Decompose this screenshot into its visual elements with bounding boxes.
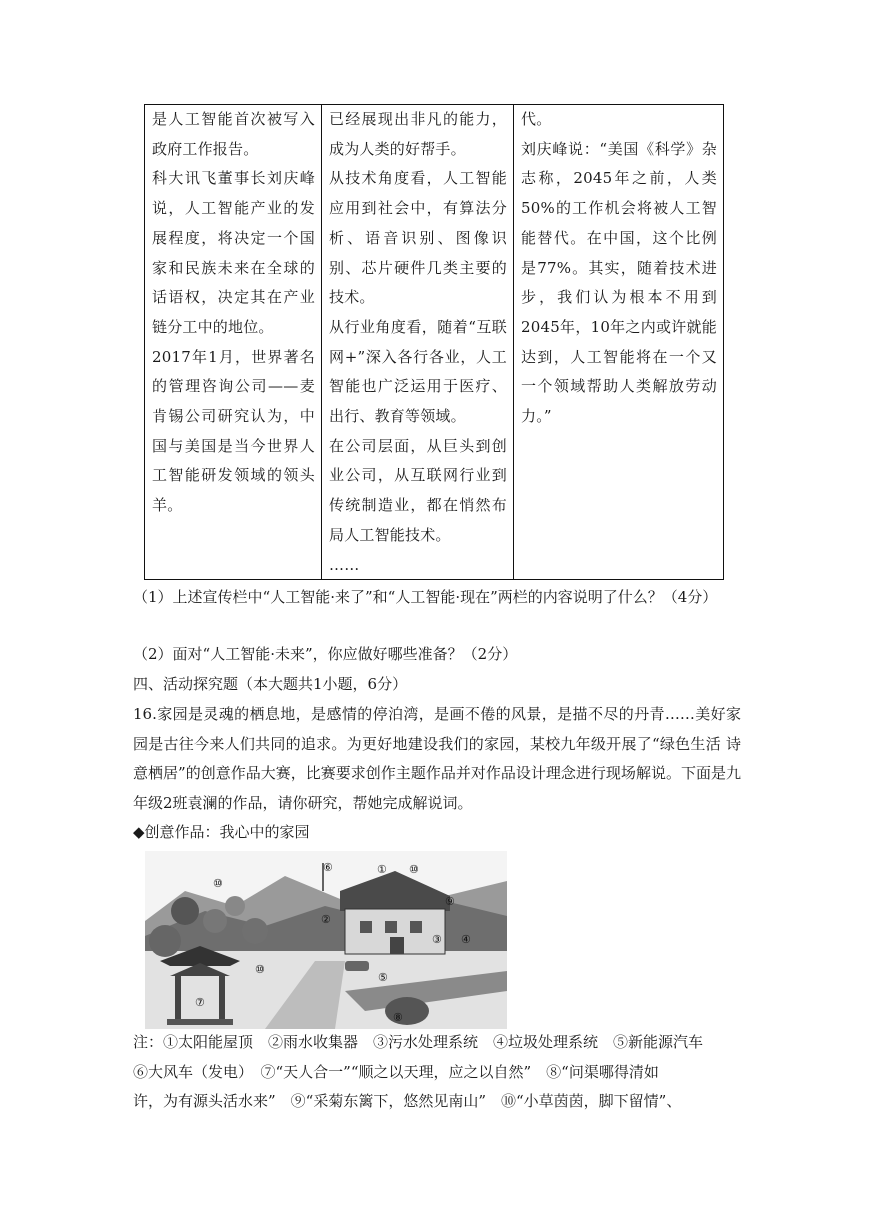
label-8: ⑧ [393,1011,403,1024]
table-cell-text: 2017年1月，世界著名的管理咨询公司——麦肯锡公司研究认为，中国与美国是当今世界人工智能研发领域的领头羊。 [152,347,315,515]
table-cell-text: …… [329,555,360,574]
table-cell-text: 从行业角度看，随着“互联网+”深入各行各业，人工智能也广泛运用于医疗、出行、教育等领域。 [329,317,507,426]
table-column-2 [322,105,514,579]
table-cell-text: 代。 [521,110,552,128]
table-column-3 [514,105,723,579]
table-column-1 [145,105,322,579]
note-line-1: 注：①太阳能屋顶 ②雨水收集器 ③污水处理系统 ④垃圾处理系统 ⑤新能源汽车 [133,1033,704,1051]
label-7: ⑦ [195,996,205,1009]
section-heading: 四、活动探究题（本大题共1小题，6分） [133,675,408,693]
home-illustration [145,851,507,1029]
label-5: ⑤ [378,971,388,984]
question-1: （1）上述宣传栏中“人工智能·来了”和“人工智能·现在”两栏的内容说明了什么？（4分） [133,588,718,606]
table-cell-text: 是人工智能首次被写入政府工作报告。 [152,110,315,158]
info-table [144,104,724,580]
label-9: ⑨ [445,895,455,908]
table-cell-text: 已经展现出非凡的能力，成为人类的好帮手。 [329,110,507,158]
label-4: ④ [461,933,471,946]
table-cell-text: 科大讯飞董事长刘庆峰说，人工智能产业的发展程度，将决定一个国家和民族未来在全球的话语权，决定其在产业链分工中的地位。 [152,169,315,336]
table-cell-text: 刘庆峰说：“美国《科学》杂志称，2045年之前，人类50%的工作机会将被人工智能替代。在中国，这个比例是77%。其实，随着技术进步，我们认为根本不用到2045年，10年之内或许就能达到，人工智能将在一个又一个领域帮助人类解放劳动力。” [521,139,717,426]
label-10c: ⑩ [255,963,265,976]
table-cell-text: 在公司层面，从巨头到创业公司，从互联网行业到传统制造业，都在悄然布局人工智能技术。 [329,436,507,544]
notes [133,1028,741,1117]
creative-work-title: ◆创意作品：我心中的家园 [133,823,310,841]
question-16-text: 16.家园是灵魂的栖息地，是感情的停泊湾，是画不倦的风景，是描不尽的丹青……美好家园是古往今来人们共同的追求。为更好地建设我们的家园，某校九年级开展了“绿色生活 诗意栖居”的创意作品大赛，比赛要求创作主题作品并对作品设计理念进行现场解说。下面是九年级2班袁澜的作品，请你研究，帮她完成解说词。 [133,705,741,813]
label-10a: ⑩ [409,863,419,876]
label-2: ② [321,913,331,926]
label-6: ⑥ [323,861,333,874]
note-line-3: 许，为有源头活水来” ⑨“采菊东篱下，悠然见南山” ⑩“小草茵茵，脚下留情”、 [133,1092,682,1111]
label-10b: ⑩ [213,877,223,890]
note-line-2: ⑥大风车（发电） ⑦“天人合一”“顺之以天理，应之以自然” ⑧“问渠哪得清如 [133,1062,659,1081]
table-cell-text: 从技术角度看，人工智能应用到社会中，有算法分析、语音识别、图像识别、芯片硬件几类主要的技术。 [329,169,507,307]
question-2: （2）面对“人工智能·未来”，你应做好哪些准备？（2分） [133,645,518,663]
label-3: ③ [432,933,442,946]
label-1: ① [377,863,387,876]
